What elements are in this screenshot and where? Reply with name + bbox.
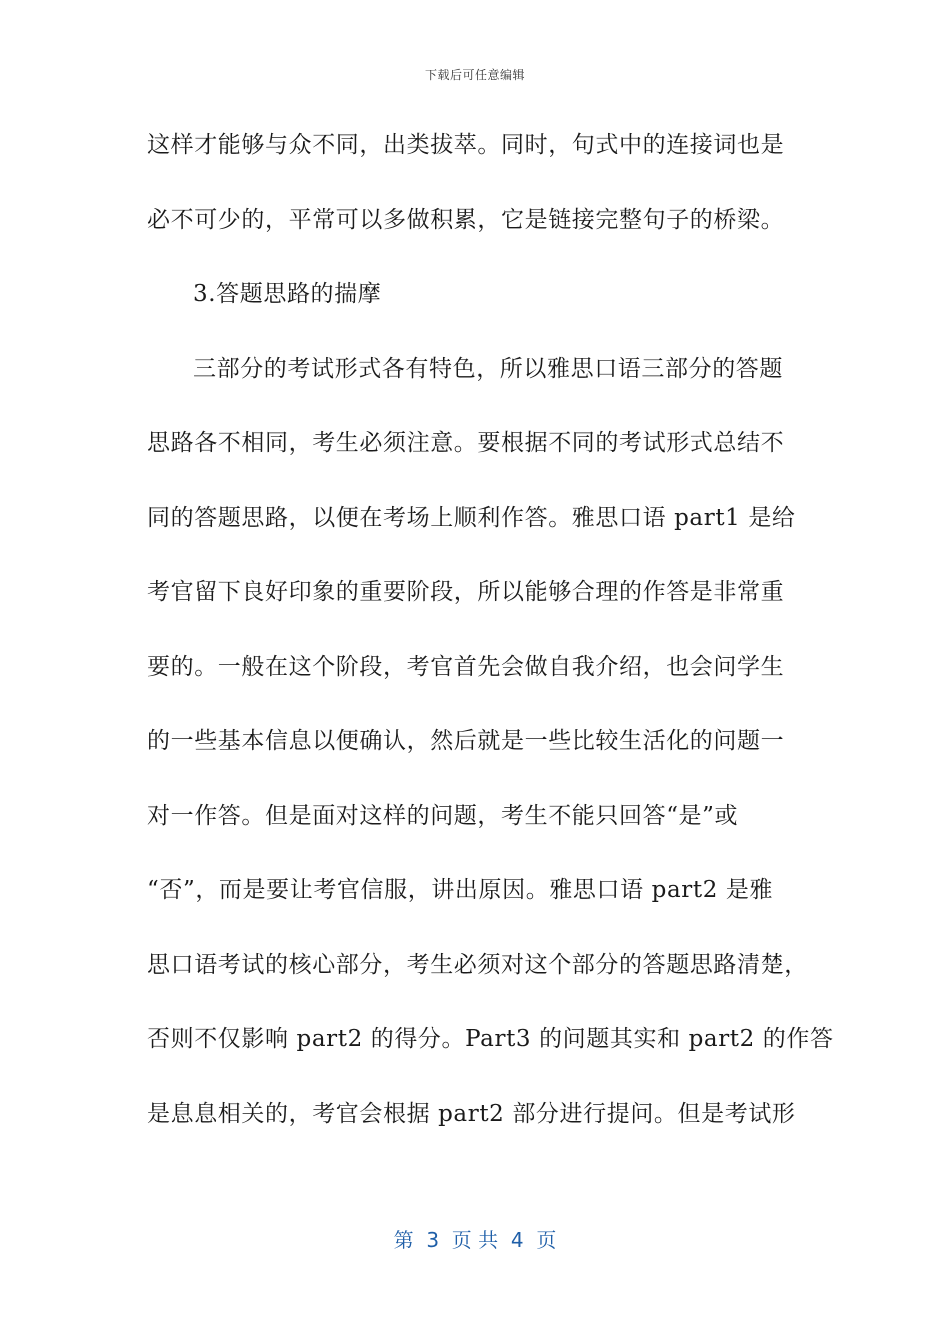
- paragraph-line: 否则不仅影响 part2 的得分。Part3 的问题其实和 part2 的作答: [147, 1026, 834, 1052]
- paragraph-line: 这样才能够与众不同，出类拔萃。同时，句式中的连接词也是: [147, 132, 785, 158]
- document-body: [147, 118, 834, 1161]
- paragraph-line: 是息息相关的，考官会根据 part2 部分进行提问。但是考试形: [147, 1100, 796, 1127]
- paragraph-line: 思路各不相同，考生必须注意。要根据不同的考试形式总结不: [147, 430, 785, 456]
- paragraph-line: 要的。一般在这个阶段，考官首先会做自我介绍，也会问学生: [147, 653, 785, 680]
- paragraph-line: 的一些基本信息以便确认，然后就是一些比较生活化的问题一: [147, 728, 785, 754]
- paragraph-line: 对一作答。但是面对这样的问题，考生不能只回答“是”或: [147, 802, 739, 829]
- paragraph-line: 思口语考试的核心部分，考生必须对这个部分的答题思路清楚，: [147, 951, 808, 978]
- section-heading: 3.答题思路的揣摩: [193, 281, 382, 307]
- paragraph-line: 同的答题思路，以便在考场上顺利作答。雅思口语 part1 是给: [147, 504, 796, 531]
- paragraph-line: 三部分的考试形式各有特色，所以雅思口语三部分的答题: [193, 355, 783, 382]
- paragraph-line: “否”，而是要让考官信服，讲出原因。雅思口语 part2 是雅: [147, 877, 774, 903]
- page-header: 下载后可任意编辑: [424, 68, 525, 82]
- paragraph-line: 必不可少的，平常可以多做积累，它是链接完整句子的桥梁。: [147, 206, 785, 233]
- paragraph-line: 考官留下良好印象的重要阶段，所以能够合理的作答是非常重: [147, 579, 785, 605]
- page-number-footer: 第 3 页 共 4 页: [393, 1228, 557, 1252]
